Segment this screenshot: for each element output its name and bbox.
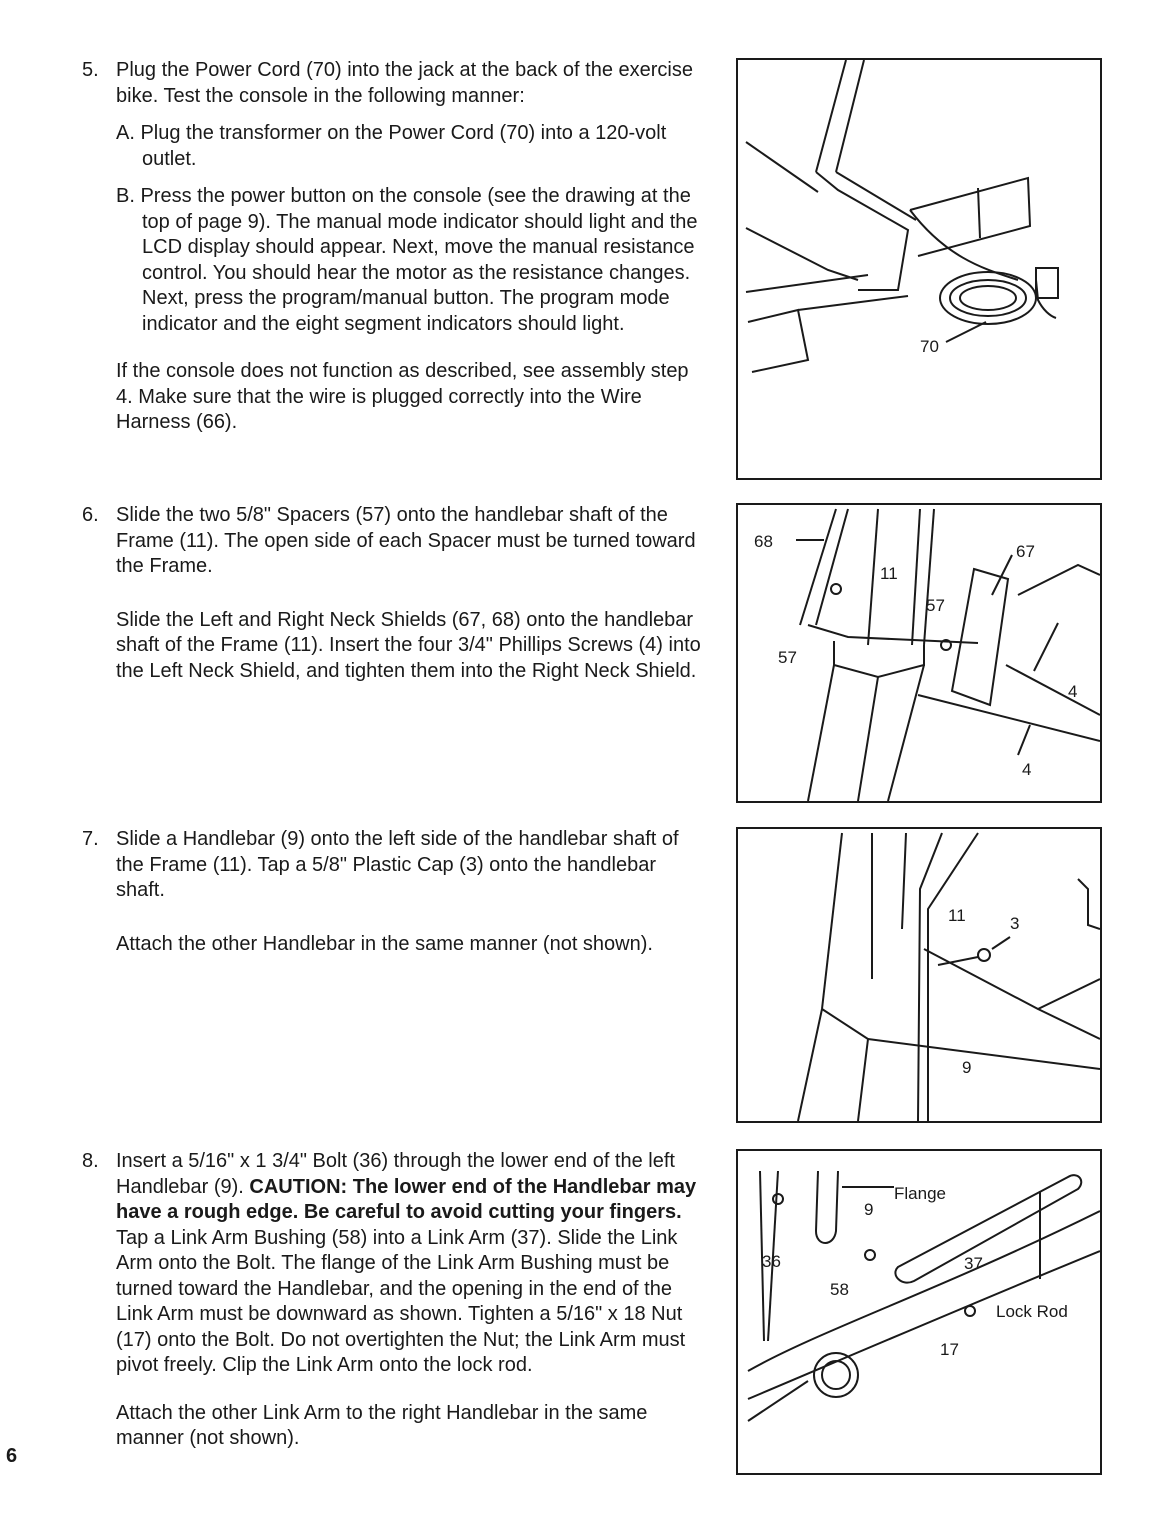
step-text-a: Insert a 5/16" x 1 3/4" Bolt (36) through the lower end of the left Handlebar (9). [116,1150,675,1198]
substep-a [116,121,702,172]
page-number: 6 [6,1445,18,1467]
label-11: 11 [880,564,898,583]
label-9: 9 [962,1058,972,1077]
step-text-2: Attach the other Link Arm to the right Handlebar in the same manner (not shown). [116,1401,648,1449]
step-number: 6. [82,504,99,526]
step-number: 5. [82,59,99,81]
substep-label: B. [116,185,135,207]
figure-link-arm [736,1149,1102,1475]
figure-power-cord [736,58,1102,480]
label-67: 67 [1016,542,1035,561]
substep-label: A. [116,122,135,144]
label-flange: Flange [894,1184,946,1203]
step-number: 8. [82,1150,99,1172]
label-36: 36 [762,1252,781,1271]
step-7 [82,827,702,957]
step-text-2: Slide the Left and Right Neck Shields (67, 68) onto the handlebar shaft of the Frame (11). Insert the four 3/4" Phillips Screws (4) into the Left Neck Shield, and tighten them into the Right Neck Shield. [116,608,701,682]
label-57-left: 57 [778,648,797,667]
step-8 [82,1149,702,1452]
label-57-right: 57 [926,596,945,615]
label-4-lower: 4 [1022,760,1032,779]
figure-drawing [738,60,1100,478]
step-text: Plug the Power Cord (70) into the jack at the back of the exercise bike. Test the console in the following manner: [116,59,693,107]
note-text: If the console does not function as described, see assembly step 4. Make sure that the wire is plugged correctly into the Wire Harness (66). [116,360,689,433]
figure-neck-shields [736,503,1102,803]
step-number: 7. [82,828,99,850]
step-text: Slide the two 5/8" Spacers (57) onto the handlebar shaft of the Frame (11). The open side of each Spacer must be turned toward the Frame. [116,504,696,577]
step-text [116,1149,702,1379]
substep-text: Press the power button on the console (see the drawing at the top of page 9). The manual mode indicator should light and the LCD display should appear. Next, move the manual resistance control. You should hear the motor as the resistance changes. Next, press the program/manual button. The program mode indicator and the eight segment indicators should light. [140,185,698,335]
step-text-b: Tap a Link Arm Bushing (58) into a Link Arm (37). Slide the Link Arm onto the Bolt. The flange of the Link Arm Bushing must be turned toward the Handlebar, and the opening in the end of the Link Arm must be downward as shown. Tighten a 5/16" x 18 Nut (17) onto the Bolt. Do not overtighten the Nut; the Link Arm must pivot freely. Clip the Link Arm onto the lock rod. [116,1226,686,1376]
step-text: Slide a Handlebar (9) onto the left side of the handlebar shaft of the Frame (11). Tap a 5/8" Plastic Cap (3) onto the handlebar shaft. [116,828,679,901]
step-6 [82,503,702,684]
step-5 [82,58,702,436]
label-lock-rod: Lock Rod [996,1302,1068,1321]
figure-drawing [738,1151,1100,1473]
label-11: 11 [948,906,966,925]
label-4-upper: 4 [1068,682,1078,701]
label-68: 68 [754,532,773,551]
substep-text: Plug the transformer on the Power Cord (70) into a 120-volt outlet. [140,122,667,170]
label-9: 9 [864,1200,874,1219]
step-text-2: Attach the other Handlebar in the same manner (not shown). [116,932,653,955]
label-17: 17 [940,1340,959,1359]
caution-text: CAUTION: The lower end of the Handlebar may have a rough edge. Be careful to avoid cutting your fingers. [116,1175,697,1223]
label-3: 3 [1010,914,1020,933]
figure-drawing [738,505,1100,801]
label-37: 37 [964,1254,983,1273]
substep-b [116,184,702,337]
figure-handlebar [736,827,1102,1123]
label-58: 58 [830,1280,849,1299]
label-70: 70 [920,337,939,356]
figure-drawing [738,829,1100,1121]
